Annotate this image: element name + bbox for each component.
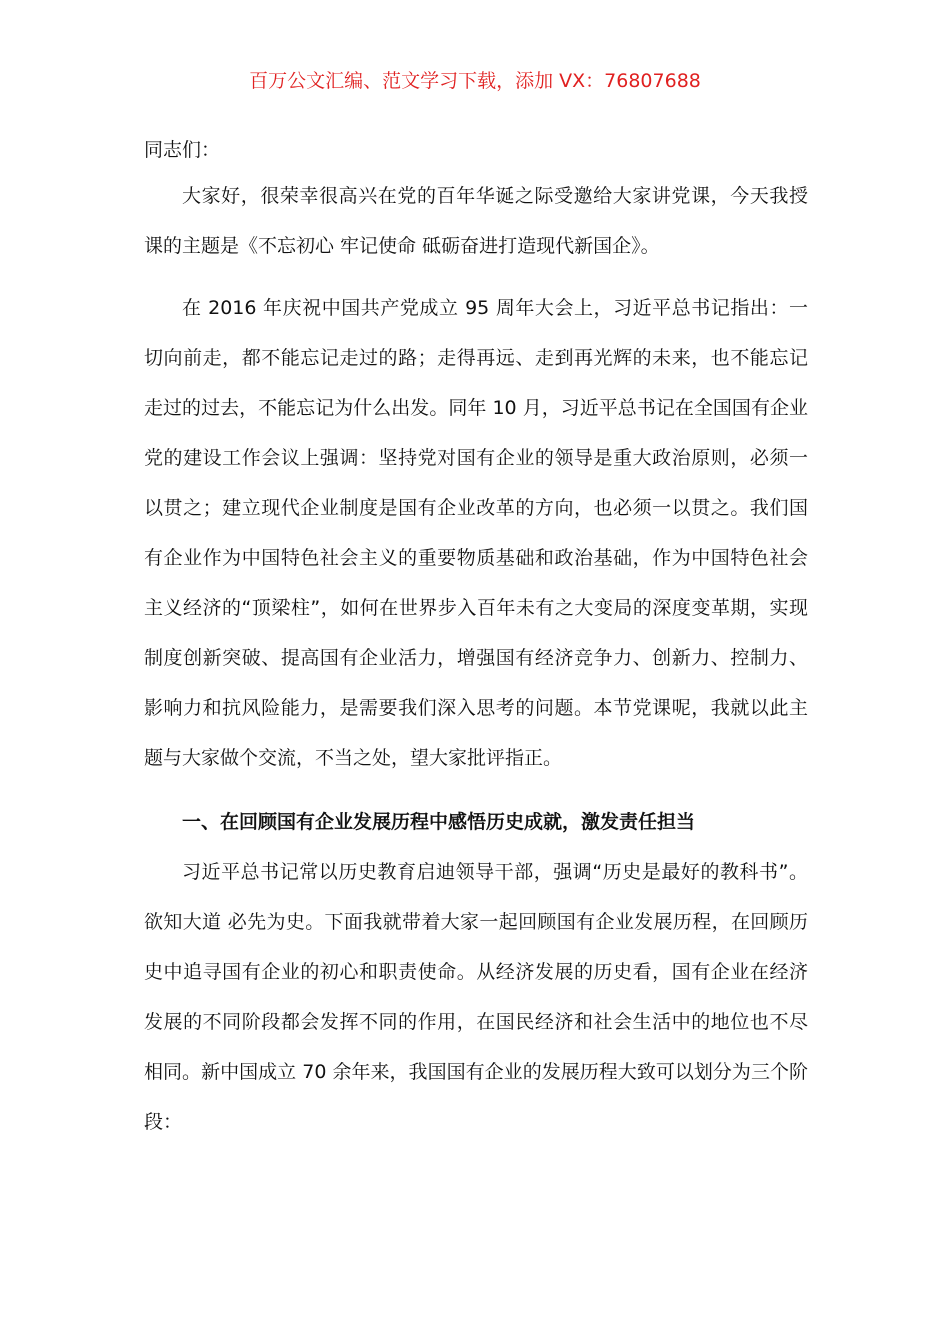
paragraph-intro: 大家好，很荣幸很高兴在党的百年华诞之际受邀给大家讲党课，今天我授课的主题是《不忘初心 牢记使命 砥砺奋进打造现代新国企》。	[144, 185, 808, 257]
document-body	[144, 132, 808, 1147]
paragraph-history: 习近平总书记常以历史教育启迪领导干部，强调“历史是最好的教科书”。欲知大道 必先为史。下面我就带着大家一起回顾国有企业发展历程，在回顾历史中追寻国有企业的初心和职责使命。从经济发展的历史看，国有企业在经济发展的不同阶段都会发挥不同的作用，在国民经济和社会生活中的地位也不尽相同。新中国成立 70 余年来，我国国有企业的发展历程大致可以划分为三个阶段：	[144, 861, 808, 1133]
header-banner: 百万公文汇编、范文学习下载，添加 VX：76807688	[249, 70, 701, 92]
section-heading: 一、在回顾国有企业发展历程中感悟历史成就，激发责任担当	[182, 811, 696, 833]
salutation: 同志们：	[144, 139, 221, 161]
paragraph-quote: 在 2016 年庆祝中国共产党成立 95 周年大会上，习近平总书记指出：一切向前走，都不能忘记走过的路；走得再远、走到再光辉的未来，也不能忘记走过的过去，不能忘记为什么出发。同年 10 月，习近平总书记在全国国有企业党的建设工作会议上强调：坚持党对国有企业的领导是重大政治原则，必须一以贯之；建立现代企业制度是国有企业改革的方向，也必须一以贯之。我们国有企业作为中国特色社会主义的重要物质基础和政治基础，作为中国特色社会主义经济的“顶梁柱”，如何在世界步入百年未有之大变局的深度变革期，实现制度创新突破、提高国有企业活力，增强国有经济竞争力、创新力、控制力、影响力和抗风险能力，是需要我们深入思考的问题。本节党课呢，我就以此主题与大家做个交流，不当之处，望大家批评指正。	[144, 297, 808, 769]
